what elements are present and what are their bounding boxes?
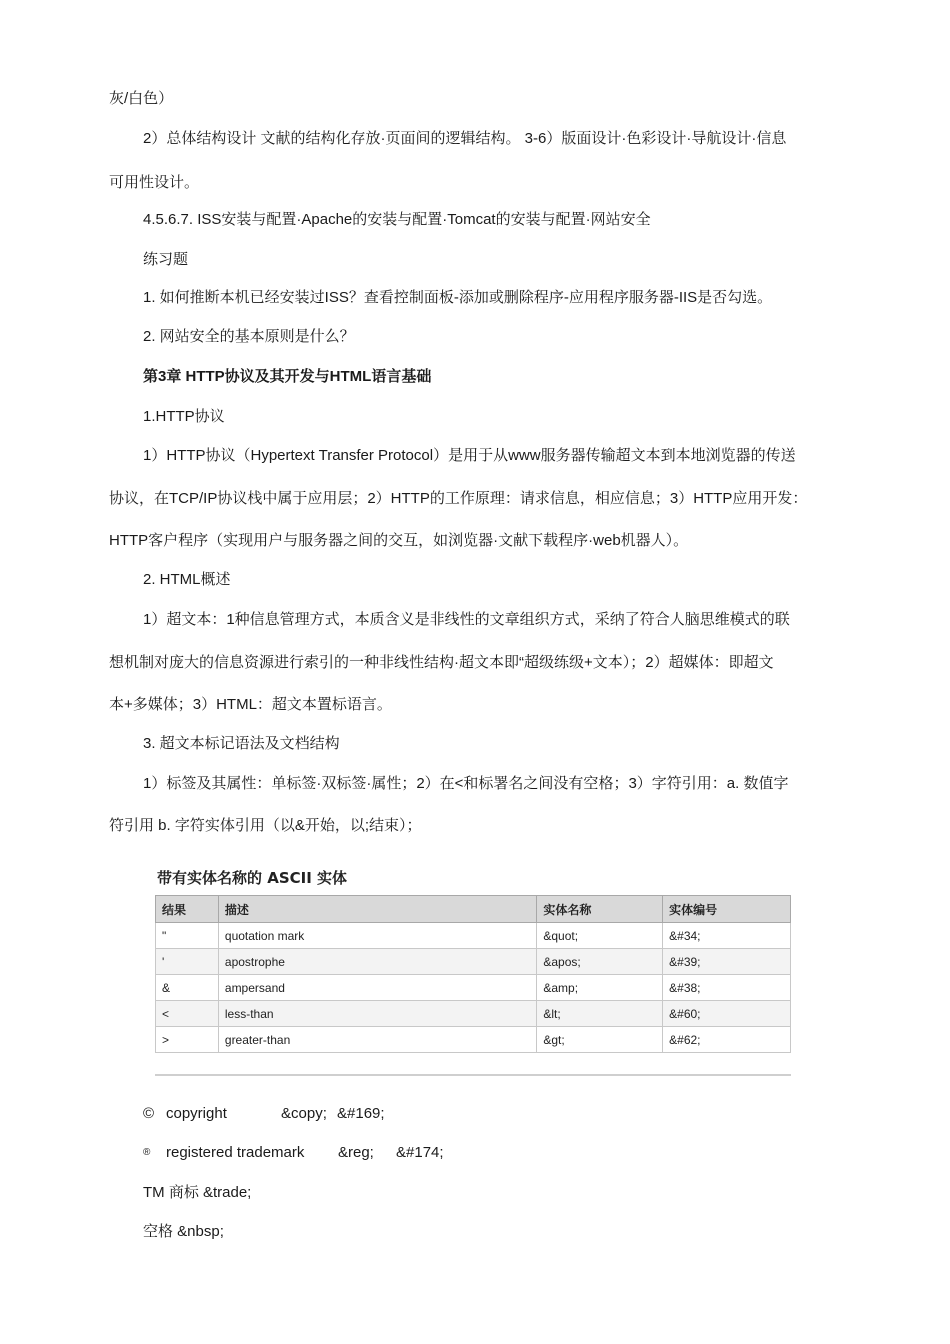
paragraph-line: 协议，在TCP/IP协议栈中属于应用层；2）HTTP的工作原理：请求信息，相应信息；3）HTTP应用开发： — [109, 490, 808, 507]
registered-label: registered trademark — [166, 1144, 305, 1161]
table-cell: greater-than — [218, 1027, 536, 1053]
paragraph-line: 本+多媒体；3）HTML：超文本置标语言。 — [109, 696, 392, 713]
table-header-row — [156, 896, 791, 923]
paragraph-line: 练习题 — [143, 251, 189, 268]
table-cell: less-than — [218, 1001, 536, 1027]
table-cell: &#62; — [663, 1027, 791, 1053]
table-cell: &#39; — [663, 949, 791, 975]
table-cell: &gt; — [537, 1027, 663, 1053]
copyright-symbol: © — [143, 1105, 155, 1122]
table-cell: quotation mark — [218, 923, 536, 949]
paragraph-line: 想机制对庞大的信息资源进行索引的一种非线性结构·超文本即“超级练级+文本）；2）超媒体：即超文 — [109, 654, 774, 671]
paragraph-line: 4.5.6.7. ISS安装与配置·Apache的安装与配置·Tomcat的安装与配置·网站安全 — [143, 211, 651, 228]
paragraph-line: 2）总体结构设计 文献的结构化存放·页面间的逻辑结构。 3-6）版面设计·色彩设计·导航设计·信息 — [143, 130, 787, 147]
paragraph-line: 可用性设计。 — [109, 174, 200, 191]
paragraph-line: HTTP客户程序（实现用户与服务器之间的交互，如浏览器·文献下载程序·web机器人）。 — [109, 532, 689, 549]
table-cell: &#60; — [663, 1001, 791, 1027]
registered-symbol: ® — [143, 1147, 151, 1158]
column-header: 实体编号 — [663, 896, 791, 923]
table-cell: &quot; — [537, 923, 663, 949]
copyright-entity-name: &copy; — [281, 1105, 327, 1122]
table-cell: &#34; — [663, 923, 791, 949]
paragraph-line: 2. 网站安全的基本原则是什么？ — [143, 328, 355, 345]
registered-entity-name: &reg; — [338, 1144, 374, 1161]
section-heading: 2. HTML概述 — [143, 571, 231, 588]
column-header: 描述 — [218, 896, 536, 923]
ascii-entity-table — [155, 895, 791, 1053]
table-cell: & — [156, 975, 219, 1001]
registered-entity-number: &#174; — [396, 1144, 444, 1161]
table-cell: > — [156, 1027, 219, 1053]
table-cell: apostrophe — [218, 949, 536, 975]
table-cell: ' — [156, 949, 219, 975]
section-heading: 3. 超文本标记语法及文档结构 — [143, 735, 340, 752]
column-header: 结果 — [156, 896, 219, 923]
figure-title: 带有实体名称的 ASCII 实体 — [157, 869, 348, 887]
table-cell: &#38; — [663, 975, 791, 1001]
table-cell: " — [156, 923, 219, 949]
table-cell: ampersand — [218, 975, 536, 1001]
chapter-heading: 第3章 HTTP协议及其开发与HTML语言基础 — [143, 368, 432, 385]
table-row — [156, 1001, 791, 1027]
paragraph-line: 符引用 b. 字符实体引用（以&开始，以;结束）； — [109, 817, 422, 834]
nbsp-line: 空格 &nbsp; — [143, 1223, 224, 1240]
trademark-line: TM 商标 &trade; — [143, 1184, 252, 1201]
table-cell: < — [156, 1001, 219, 1027]
paragraph-line: 1. 如何推断本机已经安装过ISS？查看控制面板-添加或删除程序-应用程序服务器-IIS是否勾选。 — [143, 289, 773, 306]
table-row — [156, 923, 791, 949]
table-row — [156, 949, 791, 975]
table-row — [156, 1027, 791, 1053]
section-heading: 1.HTTP协议 — [143, 408, 225, 425]
paragraph-line: 1）超文本：1种信息管理方式，本质含义是非线性的文章组织方式，采纳了符合人脑思维模式的联 — [143, 611, 790, 628]
figure-divider — [155, 1074, 791, 1076]
copyright-entity-number: &#169; — [337, 1105, 385, 1122]
table-cell: &lt; — [537, 1001, 663, 1027]
table-cell: &amp; — [537, 975, 663, 1001]
paragraph-line: 1）标签及其属性：单标签·双标签·属性；2）在<和标署名之间没有空格；3）字符引用：a. 数值字 — [143, 775, 789, 792]
table-cell: &apos; — [537, 949, 663, 975]
table-row — [156, 975, 791, 1001]
copyright-label: copyright — [166, 1105, 227, 1122]
paragraph-line: 灰/白色） — [109, 90, 174, 107]
column-header: 实体名称 — [537, 896, 663, 923]
paragraph-line: 1）HTTP协议（Hypertext Transfer Protocol）是用于从www服务器传输超文本到本地浏览器的传送 — [143, 447, 796, 464]
